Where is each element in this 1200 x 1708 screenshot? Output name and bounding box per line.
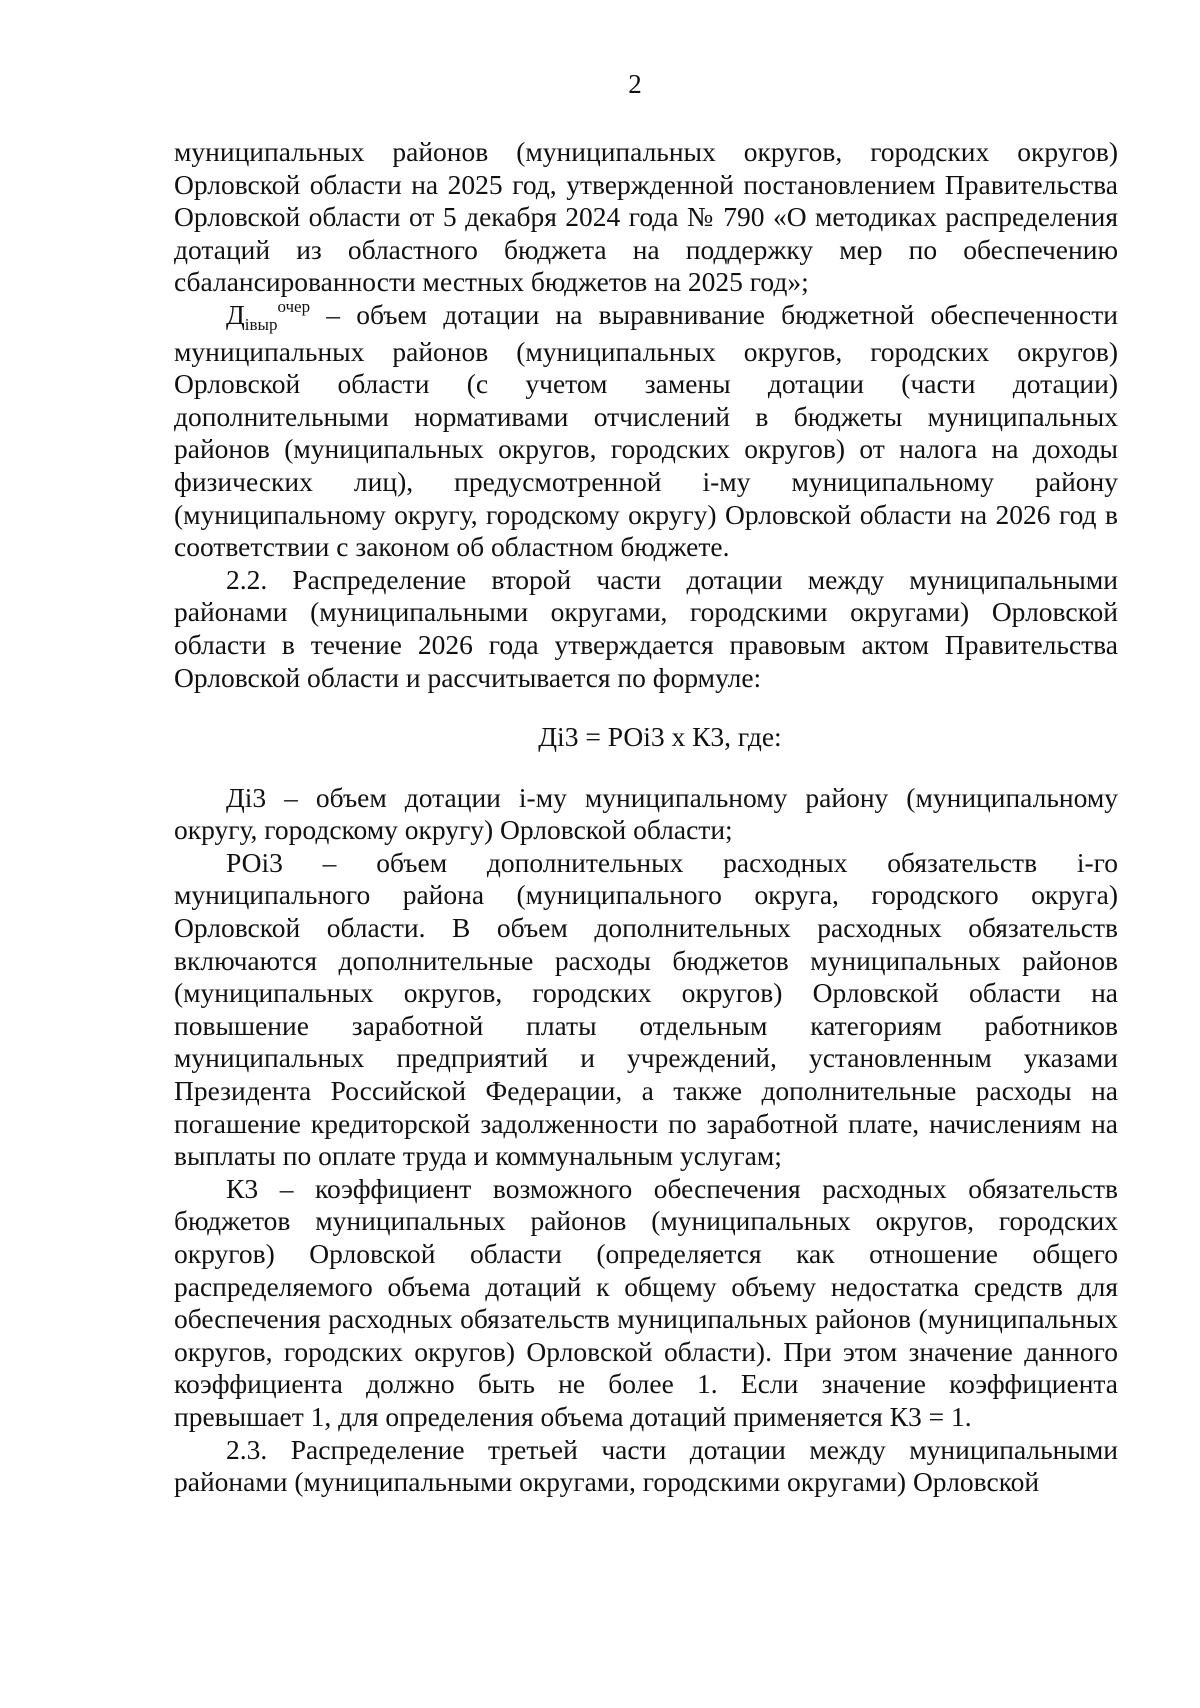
symbol-superscript: очер bbox=[277, 296, 311, 316]
paragraph-dotation-definition bbox=[174, 296, 1118, 564]
formula: Дi3 = РОi3 х К3, где: bbox=[538, 721, 782, 753]
paragraph-dotation-text: – объем дотации на выравнивание бюджетной обеспеченности муниципальных районов (муниципальных округов, городских округов) Орловской области (с учетом замены дотации (части дотации) дополнительными нормативами отчислений в бюджеты муниципальных районов (муниципальных округов, городских округов) от налога на доходы физических лиц), предусмотренной i-му муниципальному району (муниципальному округу, городскому округу) Орловской области на 2026 год в соответствии с законом об областном бюджете. bbox=[174, 298, 1118, 563]
page-number: 2 bbox=[628, 69, 642, 99]
symbol-base: Д bbox=[226, 298, 245, 330]
paragraph-roi3-definition: РОi3 – объем дополнительных расходных обязательств i-го муниципального района (муниципального округа, городского округа) Орловской области. В объем дополнительных расходных обязательств включаются дополнительные расходы бюджетов муниципальных районов (муниципальных округов, городских округов) Орловской области на повышение заработной платы отдельным категориям работников муниципальных предприятий и учреждений, установленным указами Президента Российской Федерации, а также дополнительные расходы на погашение кредиторской задолженности по заработной плате, начислениям на выплаты по оплате труда и коммунальным услугам; bbox=[174, 846, 1118, 1172]
paragraph-continuation: муниципальных районов (муниципальных округов, городских округов) Орловской области на 2025 год, утвержденной постановлением Правительства Орловской области от 5 декабря 2024 года № 790 «О методиках распределения дотаций из областного бюджета на поддержку мер по обеспечению сбалансированности местных бюджетов на 2025 год»; bbox=[174, 136, 1118, 298]
paragraph-di3-definition: Дi3 – объем дотации i-му муниципальному району (муниципальному округу, городскому округу) Орловской области; bbox=[174, 781, 1118, 846]
paragraph-section-2-3: 2.3. Распределение третьей части дотации между муниципальными районами (муниципальными округами, городскими округами) Орловской bbox=[174, 1433, 1118, 1498]
paragraph-k3-definition: К3 – коэффициент возможного обеспечения расходных обязательств бюджетов муниципальных районов (муниципальных округов, городских округов) Орловской области (определяется как отношение общего распределяемого объема дотаций к общему объему недостатка средств для обеспечения расходных обязательств муниципальных районов (муниципальных округов, городских округов) Орловской области). При этом значение данного коэффициента должно быть не более 1. Если значение коэффициента превышает 1, для определения объема дотаций применяется К3 = 1. bbox=[174, 1172, 1118, 1432]
symbol-subscript: iвыр bbox=[244, 314, 278, 334]
paragraph-section-2-2: 2.2. Распределение второй части дотации между муниципальными районами (муниципальными округами, городскими округами) Орловской области в течение 2026 года утверждается правовым актом Правительства Орловской области и рассчитывается по формуле: bbox=[174, 563, 1118, 693]
document-body bbox=[174, 136, 1118, 1499]
